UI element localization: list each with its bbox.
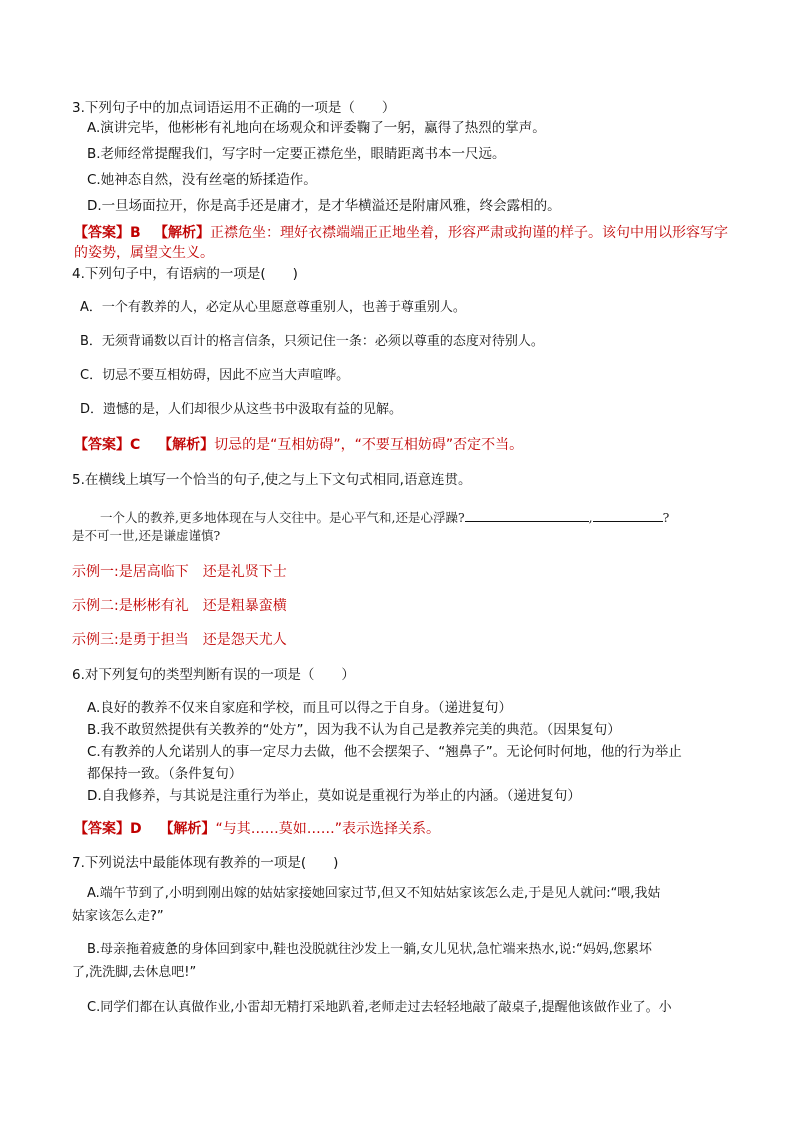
q6-option-c-line1: C.有教养的人允诺别人的事一定尽力去做，他不会摆架子、“翘鼻子”。无论何时何地，他的行为举止 [87,744,682,760]
q7-option-a-line1: A.端午节到了,小明到刚出嫁的姑姑家接她回家过节,但又不知姑姑家该怎么走,于是见人就问:“喂,我姑 [87,886,661,901]
q3-analysis-tag: 【解析】 [154,225,211,241]
q4-analysis-tag: 【解析】 [158,437,215,453]
q6-answer-line [74,821,440,837]
q5-passage-comma: , [588,510,593,525]
q3-option-d: D.一旦场面拉开，你是高手还是庸才，是才华横溢还是附庸风雅，终会露相的。 [87,198,561,214]
q7-option-b-line1: B.母亲拖着疲惫的身体回到家中,鞋也没脱就往沙发上一躺,女儿见状,急忙端来热水,说:“妈妈,您累坏 [87,942,652,957]
q6-analysis-tag: 【解析】 [159,821,216,837]
q5-example-2: 示例二:是彬彬有礼 还是粗暴蛮横 [72,598,287,614]
q3-option-a: A.演讲完毕，他彬彬有礼地向在场观众和评委鞠了一躬，赢得了热烈的掌声。 [87,120,546,136]
q5-blank-2 [593,509,663,522]
q7-option-c-line1: C.同学们都在认真做作业,小雷却无精打采地趴着,老师走过去轻轻地敲了敲桌子,提醒他该做作业了。小 [87,1000,672,1015]
q4-option-b: B．无须背诵数以百计的格言信条，只须记住一条：必须以尊重的态度对待别人。 [80,334,544,349]
q4-option-c: C．切忌不要互相妨碍，因此不应当大声喧哗。 [80,368,350,383]
q5-example-1: 示例一:是居高临下 还是礼贤下士 [72,564,287,580]
q3-stem: 3.下列句子中的加点词语运用不正确的一项是（ ） [72,100,396,116]
q5-passage-question: ? [662,510,670,525]
q6-stem: 6.对下列复句的类型判断有误的一项是（ ） [72,667,355,683]
q3-option-b: B.老师经常提醒我们，写字时一定要正襟危坐，眼睛距离书本一尺远。 [87,146,506,162]
q4-option-d: D．遗憾的是，人们却很少从这些书中汲取有益的见解。 [80,402,403,417]
q3-option-c: C.她神态自然，没有丝毫的矫揉造作。 [87,172,317,188]
q6-option-c-line2: 都保持一致。（条件复句） [87,766,243,782]
q7-stem: 7.下列说法中最能体现有教养的一项是( ) [72,855,339,871]
q6-option-a: A.良好的教养不仅来自家庭和学校，而且可以得之于自身。（递进复句） [87,700,513,716]
q4-stem: 4.下列句子中，有语病的一项是( ) [72,266,298,282]
q5-blank-1 [465,509,589,522]
q6-option-b: B.我不敢贸然提供有关教养的“处方”，因为我不认为自己是教养完美的典范。（因果复句） [87,722,621,738]
q3-answer-line [74,225,728,241]
q3-answer-tag: 【答案】B [74,225,141,241]
q5-stem: 5.在横线上填写一个恰当的句子,使之与上下文句式相同,语意连贯。 [72,472,472,488]
q7-option-b-line2: 了,洗洗脚,去休息吧!” [72,965,197,980]
q7-option-a-line2: 姑家该怎么走?” [72,909,164,924]
q4-answer-tag: 【答案】C [74,437,141,453]
q4-answer-line [74,437,523,453]
q6-answer-tag: 【答案】D [74,821,142,837]
q5-passage-line1 [100,509,669,525]
q5-example-3: 示例三:是勇于担当 还是怨天尤人 [72,632,287,648]
q6-option-d: D.自我修养，与其说是注重行为举止，莫如说是重视行为举止的内涵。（递进复句） [87,788,581,804]
q5-passage-line2: 是不可一世,还是谦虚谨慎? [72,528,221,543]
q4-analysis: 切忌的是“互相妨碍”，“不要互相妨碍”否定不当。 [214,437,524,453]
q6-analysis: “与其……莫如……”表示选择关系。 [215,821,440,837]
q4-option-a: A．一个有教养的人，必定从心里愿意尊重别人，也善于尊重别人。 [80,300,466,315]
q5-passage-text: 一个人的教养,更多地体现在与人交往中。是心平气和,还是心浮躁? [100,510,465,525]
q3-analysis-line2: 的姿势，属望文生义。 [74,245,214,261]
q3-analysis-line1: 正襟危坐：理好衣襟端端正正地坐着，形容严肃或拘谨的样子。该句中用以形容写字 [210,225,729,241]
